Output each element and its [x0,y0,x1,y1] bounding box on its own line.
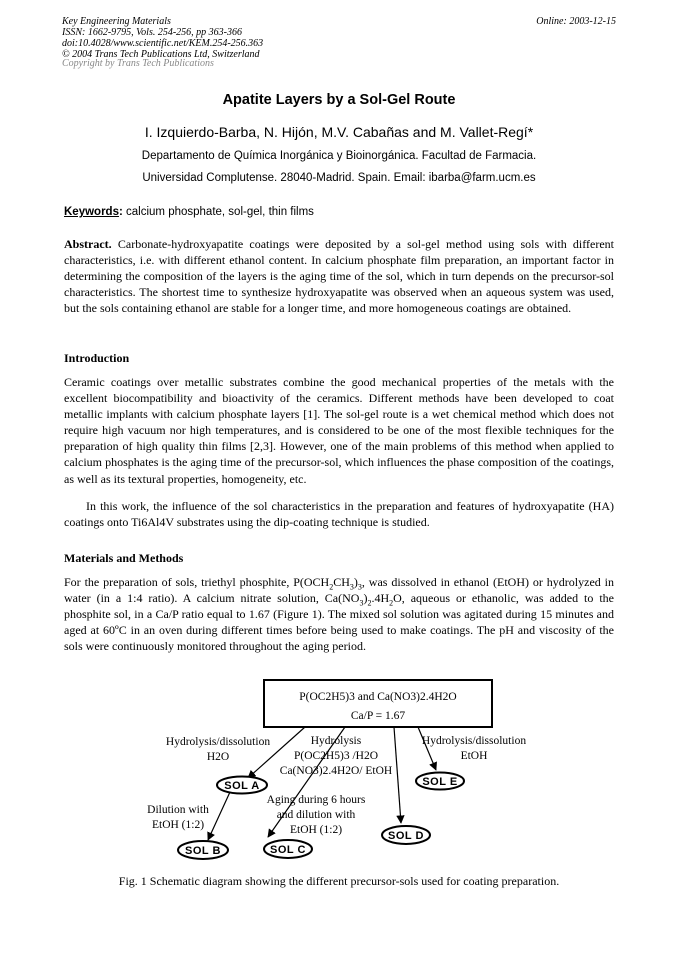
precursor-box-line-2: Ca/P = 1.67 [350,710,406,722]
methods-text: , was dissolved in ethanol (EtOH) or hydrolyzed in water (in a 1:4 ratio). A calcium nitrate solution, Ca(NO [64,575,615,606]
methods-text: ) [363,591,368,606]
section-heading-methods: Materials and Methods [64,551,184,565]
copyright-line: © 2004 Trans Tech Publications Ltd, Switzerland [62,49,260,60]
methods-text: .4H [371,591,390,606]
right-branch-label-1: Hydrolysis/dissolution [421,735,527,747]
introduction-paragraph-2: In this work, the influence of the sol characteristics in the preparation and features of hydroxyapatite (HA) coatings onto Ti6Al4V substrates using the dip-coating technique is studied. [64,499,614,530]
sol-c-node [264,840,312,858]
figure-1-caption: Fig. 1 Schematic diagram showing the different precursor-sols used for coating preparation. [118,874,560,888]
sol-d-label: SOL D [388,830,424,842]
figure-1-diagram [0,675,678,870]
methods-text: ) [353,575,358,589]
right-branch-label-2: EtOH [460,750,488,762]
keywords: Keywords: calcium phosphate, sol-gel, thin films [64,206,314,218]
subscript: 2 [329,582,334,592]
subscript: 3 [349,582,354,592]
abstract [64,236,614,316]
section-heading-introduction: Introduction [64,351,130,365]
middle-branch-label-3: Ca(NO3)2.4H2O/ EtOH [279,765,393,777]
middle-branch-label-2: P(OC2H5)3 /H2O [293,750,379,762]
affiliation-line-1: Departamento de Química Inorgánica y Bioinorgánica. Facultad de Farmacia. [141,150,537,162]
middle-branch-label-1: Hydrolysis [310,735,362,747]
sol-b-node [178,841,228,859]
methods-paragraph [64,574,614,654]
methods-text: CH [333,575,350,589]
arrow-to-sol-d [394,727,401,823]
doi-line: doi:10.4028/www.scientific.net/KEM.254-256.363 [62,38,264,49]
methods-text: For the preparation of sols, triethyl phosphite, P(OCH [64,575,330,589]
dilution-label-1: Dilution with [147,804,209,816]
sol-b-label: SOL B [185,845,221,857]
sol-e-node [416,773,464,790]
journal-name: Key Engineering Materials [62,16,171,27]
keywords-text: calcium phosphate, sol-gel, thin films [126,206,314,218]
left-branch-label-1: Hydrolysis/dissolution [165,736,271,748]
keywords-label: Keywords [64,206,119,218]
aging-label-2: and dilution with [276,809,356,821]
subscript: 3 [357,582,362,592]
running-header [62,16,263,60]
issn-line: ISSN: 1662-9795, Vols. 254-256, pp 363-366 [62,27,242,38]
subscript: 3 [359,598,364,608]
aging-label-1: Aging during 6 hours [266,794,366,806]
subscript: 2 [367,598,372,608]
subscript: 2 [389,598,394,608]
sol-a-node [217,777,267,794]
dilution-label-2: EtOH (1:2) [151,819,205,831]
sol-e-label: SOL E [422,776,458,788]
left-branch-label-2: H2O [206,751,230,763]
introduction-paragraph-1: Ceramic coatings over metallic substrates combine the good mechanical properties of the metals with the excellent biocompatibility and bioactivity of the ceramics. Different methods have been developed to coat metallic implants with calcium phosphate layers [1]. The sol-gel route is a wet chemical method which does not require high vacuum nor high temperatures, and is considered to be one of the most flexible techniques for the preparation of high quality thin films [2,3]. However, one of the main problems of this method when applied to calcium phosphates is the aging time of the precursor-sol, which influences the phase composition of the coatings, as well as its textural properties, homogeneity, etc. [64,375,614,486]
methods-text: O, aqueous or ethanolic, was added to the phosphite sol, in a Ca/P ratio equal to 1.67 (Figure 1). The mixed sol solution was agitated during 15 minutes and aged at 60ºC in an oven during different times before being used to make coatings. The pH and viscosity of the sols were continuously monitored throughout the aging period. [64,591,614,654]
precursor-box-line-1: P(OC2H5)3 and Ca(NO3)2.4H2O [299,691,457,703]
paper-title: Apatite Layers by a Sol-Gel Route [222,92,456,108]
sol-c-label: SOL C [270,844,306,856]
sol-d-node [382,826,430,844]
author-list: I. Izquierdo-Barba, N. Hijón, M.V. Cabañas and M. Vallet-Regí* [144,124,534,140]
arrow-to-sol-e [418,727,436,770]
sol-a-label: SOL A [224,780,260,792]
aging-label-3: EtOH (1:2) [289,824,343,836]
affiliation-line-2: Universidad Complutense. 28040-Madrid. Spain. Email: ibarba@farm.ucm.es [142,172,536,184]
abstract-label: Abstract. [64,237,112,251]
arrow-sol-a-to-sol-b [208,792,230,840]
copyright-ghost-line: Copyright by Trans Tech Publications [62,58,214,69]
online-date: Online: 2003-12-15 [536,16,616,27]
abstract-text: Carbonate-hydroxyapatite coatings were deposited by a sol-gel method using sols with different characteristics, i.e. with different ethanol content. In calcium phosphate film preparation, an important factor in determining the composition of the layers is the aging time of the sol, which in turn depends on the precursor-sol characteristics. The shortest time to synthesize hydroxyapatite was observed when an aqueous system was used, but the sols containing ethanol are stable for a longer time, and more homogeneous coatings are obtained. [64,237,615,316]
